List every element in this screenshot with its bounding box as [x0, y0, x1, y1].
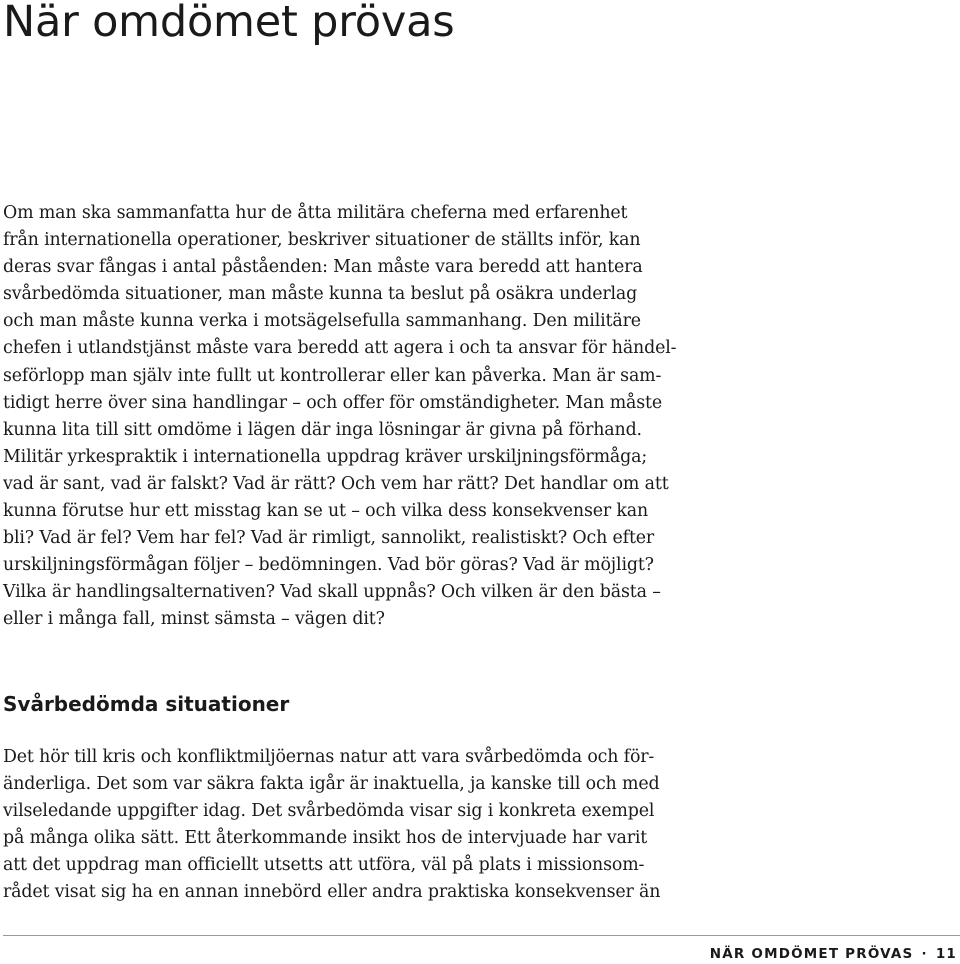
text-line: Militär yrkespraktik i internationella uppdrag kräver urskiljningsförmåga; [3, 446, 648, 467]
page-footer [710, 944, 957, 964]
text-line: seförlopp man själv inte fullt ut kontrollerar eller kan påverka. Man är sam- [3, 365, 662, 386]
text-line: deras svar fångas i antal påståenden: Man måste vara beredd att hantera [3, 257, 643, 278]
text-line: Vilka är handlingsalternativen? Vad skall uppnås? Och vilken är den bästa – [3, 582, 661, 603]
text-line: vilseledande uppgifter idag. Det svårbedömda visar sig i konkreta exempel [3, 801, 655, 822]
text-line: att det uppdrag man officiellt utsetts att utföra, väl på plats i missionsom- [3, 855, 645, 876]
body-paragraph [3, 744, 660, 907]
text-line: tidigt herre över sina handlingar – och offer för omständigheter. Man måste [3, 392, 663, 413]
text-line: urskiljningsförmågan följer – bedömningen. Vad bör göras? Vad är möjligt? [3, 555, 654, 576]
text-line: kunna förutse hur ett misstag kan se ut – och vilka dess konsekvenser kan [3, 501, 649, 522]
text-line: svårbedömda situationer, man måste kunna ta beslut på osäkra underlag [3, 284, 638, 305]
text-line: eller i många fall, minst sämsta – vägen dit? [3, 609, 385, 630]
body-paragraph [3, 200, 676, 634]
running-title: NÄR OMDÖMET PRÖVAS [709, 946, 914, 962]
footer-divider [3, 935, 960, 936]
text-line: vad är sant, vad är falskt? Vad är rätt? Och vem har rätt? Det handlar om att [3, 473, 669, 494]
text-line: chefen i utlandstjänst måste vara beredd att agera i och ta ansvar för händel- [3, 338, 677, 359]
text-line: Om man ska sammanfatta hur de åtta militära cheferna med erfarenhet [3, 203, 628, 223]
page-title: När omdömet prövas [3, 0, 455, 47]
text-line: på många olika sätt. Ett återkommande insikt hos de intervjuade har varit [3, 828, 648, 849]
text-line: och man måste kunna verka i motsägelsefulla sammanhang. Den militäre [3, 311, 641, 332]
text-line: kunna lita till sitt omdöme i lägen där inga lösningar är givna på förhand. [3, 419, 642, 440]
text-line: änderliga. Det som var säkra fakta igår är inaktuella, ja kanske till och med [3, 774, 660, 795]
text-line: bli? Vad är fel? Vem har fel? Vad är rimligt, sannolikt, realistiskt? Och efter [3, 528, 655, 549]
text-line: Det hör till kris och konfliktmiljöernas natur att vara svårbedömda och för- [3, 747, 655, 767]
text-line: rådet visat sig ha en annan innebörd eller andra praktiska konsekvenser än [3, 882, 661, 903]
page-number: 11 [935, 946, 957, 962]
footer-separator: · [921, 946, 928, 962]
section-heading: Svårbedömda situationer [3, 692, 290, 716]
text-line: från internationella operationer, beskriver situationer de ställts inför, kan [3, 230, 641, 251]
